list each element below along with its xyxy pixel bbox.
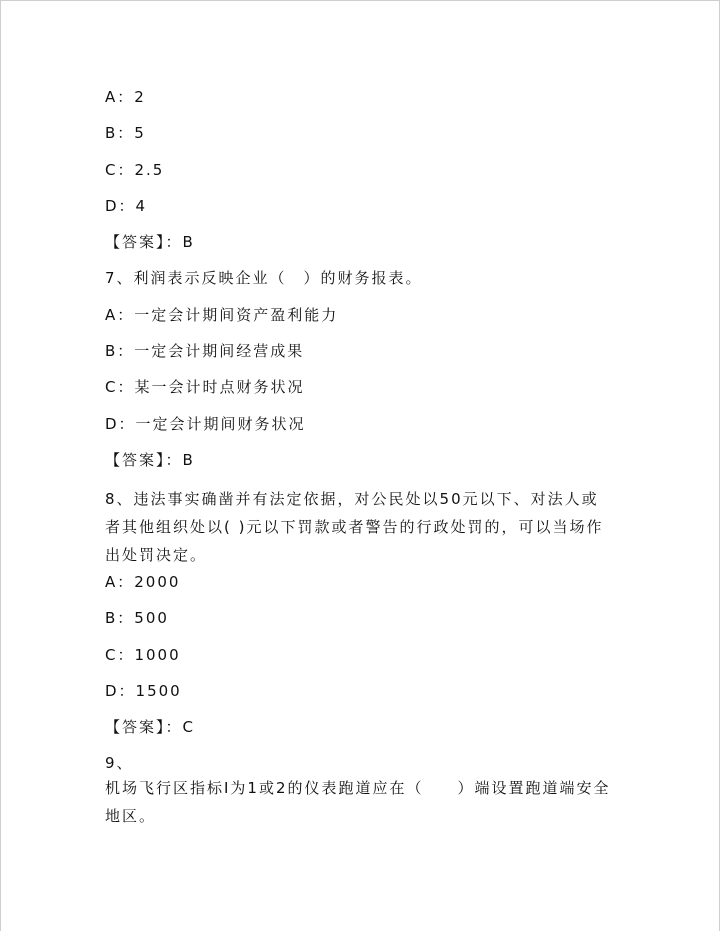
q9-number: 9、: [105, 754, 134, 772]
q7-option-d: D：一定会计期间财务状况: [105, 415, 306, 433]
q7-option-b: B：一定会计期间经营成果: [105, 342, 305, 360]
q8-option-d: D：1500: [105, 682, 182, 700]
q6-option-d: D：4: [105, 197, 148, 215]
q7-option-c: C：某一会计时点财务状况: [105, 378, 305, 396]
q8-option-c: C：1000: [105, 646, 181, 664]
q6-option-c: C：2.5: [105, 161, 165, 179]
q6-option-b: B：5: [105, 124, 146, 142]
q8-option-a: A：2000: [105, 573, 181, 591]
q6-answer: 【答案】：B: [105, 233, 195, 251]
q8-answer: 【答案】：C: [105, 718, 195, 736]
q9-question: 机场飞行区指标Ⅰ为1或2的仪表跑道应在（ ）端设置跑道端安全地区。: [105, 779, 611, 825]
q7-answer: 【答案】：B: [105, 451, 195, 469]
q8-option-b: B：500: [105, 609, 169, 627]
q7-question: 7、利润表示反映企业（ ）的财务报表。: [105, 269, 423, 287]
q8-question: 8、违法事实确凿并有法定依据，对公民处以50元以下、对法人或者其他组织处以( )元以下罚款或者警告的行政处罚的，可以当场作出处罚决定。: [105, 490, 604, 564]
q6-option-a: A：2: [105, 88, 146, 106]
q7-option-a: A：一定会计期间资产盈利能力: [105, 306, 339, 324]
